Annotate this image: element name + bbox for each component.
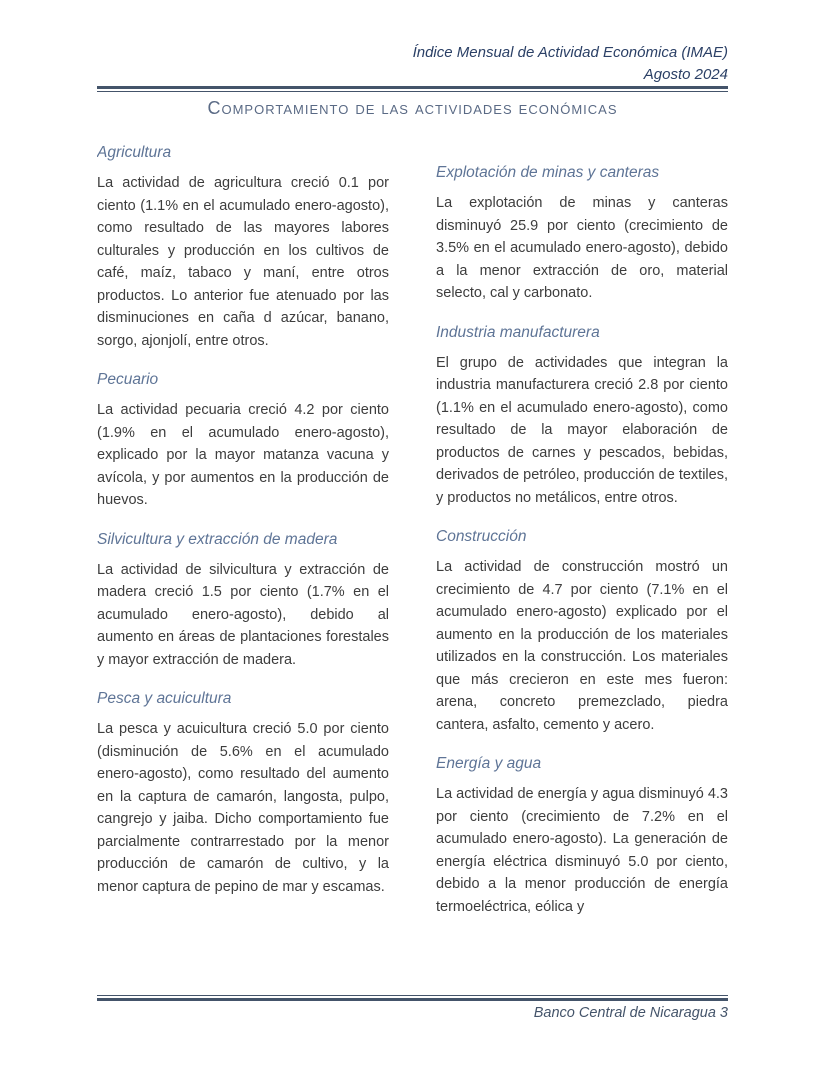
left-column xyxy=(97,140,389,990)
section-energia-agua xyxy=(436,754,728,918)
page-header xyxy=(97,42,728,86)
section-heading: Pesca y acuicultura xyxy=(97,690,232,707)
page-footer: Banco Central de Nicaragua 3 xyxy=(533,1005,728,1021)
right-column xyxy=(436,140,728,990)
footer-rule xyxy=(97,995,728,1001)
section-body: El grupo de actividades que integran la industria manufacturera creció 2.8 por ciento (1.1% en el acumulado enero-agosto), como resultado de la mayor elaboración de productos de carnes y pescados, bebidas, derivados de petróleo, producción de textiles, y productos no metálicos, entre otros. xyxy=(436,354,728,506)
section-body: La actividad de energía y agua disminuyó 4.3 por ciento (crecimiento de 7.2% en el acumulado enero-agosto). La generación de energía eléctrica disminuyó 5.0 por ciento, debido a la menor producción de energía termoeléctrica, eólica y xyxy=(436,786,728,915)
section-heading: Agricultura xyxy=(97,144,172,161)
two-column-body xyxy=(97,140,728,990)
section-minas-canteras xyxy=(436,163,728,305)
section-manufactura xyxy=(436,323,728,510)
report-month: Agosto 2024 xyxy=(643,66,728,83)
section-silvicultura xyxy=(97,530,389,672)
section-heading: Pecuario xyxy=(97,371,159,388)
header-rule xyxy=(97,86,728,92)
section-heading: Explotación de minas y canteras xyxy=(436,164,660,181)
section-pesca xyxy=(97,689,389,898)
page-title: Comportamiento de las actividades económicas xyxy=(207,98,618,118)
section-heading: Silvicultura y extracción de madera xyxy=(97,530,338,548)
section-heading: Energía y agua xyxy=(436,755,542,772)
section-heading: Construcción xyxy=(436,528,527,545)
section-agricultura xyxy=(97,143,389,352)
section-body: La actividad de silvicultura y extracción de madera creció 1.5 por ciento (1.7% en el acumulado enero-agosto), debido al aumento en áreas de plantaciones forestales y mayor extracción de madera. xyxy=(97,561,389,668)
section-heading: Industria manufacturera xyxy=(436,323,600,341)
section-pecuario xyxy=(97,370,389,512)
section-construccion xyxy=(436,527,728,736)
document-title-header: Índice Mensual de Actividad Económica (IMAE) xyxy=(412,44,728,61)
section-body: La actividad de construcción mostró un crecimiento de 4.7 por ciento (7.1% en el acumulado enero-agosto) explicado por el aumento en la producción de los materiales utilizados en la construcción. Los materiales que más crecieron en este mes fueron: arena, concreto premezclado, piedra cantera, asfalto, cemento y acero. xyxy=(436,559,728,733)
section-body: La pesca y acuicultura creció 5.0 por ciento (disminución de 5.6% en el acumulado enero-agosto), como resultado del aumento en la captura de camarón, langosta, pulpo, cangrejo y jaiba. Dicho comportamiento fue parcialmente contrarrestado por la menor producción de camarón de cultivo, y la menor captura de pepino de mar y escamas. xyxy=(97,721,389,895)
section-body: La actividad pecuaria creció 4.2 por ciento (1.9% en el acumulado enero-agosto), explicado por la mayor matanza vacuna y avícola, y por aumentos en la producción de huevos. xyxy=(97,402,389,508)
section-body: La explotación de minas y canteras disminuyó 25.9 por ciento (crecimiento de 3.5% en el acumulado enero-agosto), debido a la menor extracción de oro, material selecto, cal y carbonato. xyxy=(436,195,728,301)
section-body: La actividad de agricultura creció 0.1 por ciento (1.1% en el acumulado enero-agosto), como resultado de las mayores labores culturales y producción en los cultivos de café, maíz, tabaco y maní, entre otros productos. Lo anterior fue atenuado por las disminuciones en caña d azúcar, banano, sorgo, ajonjolí, entre otros. xyxy=(97,175,389,349)
